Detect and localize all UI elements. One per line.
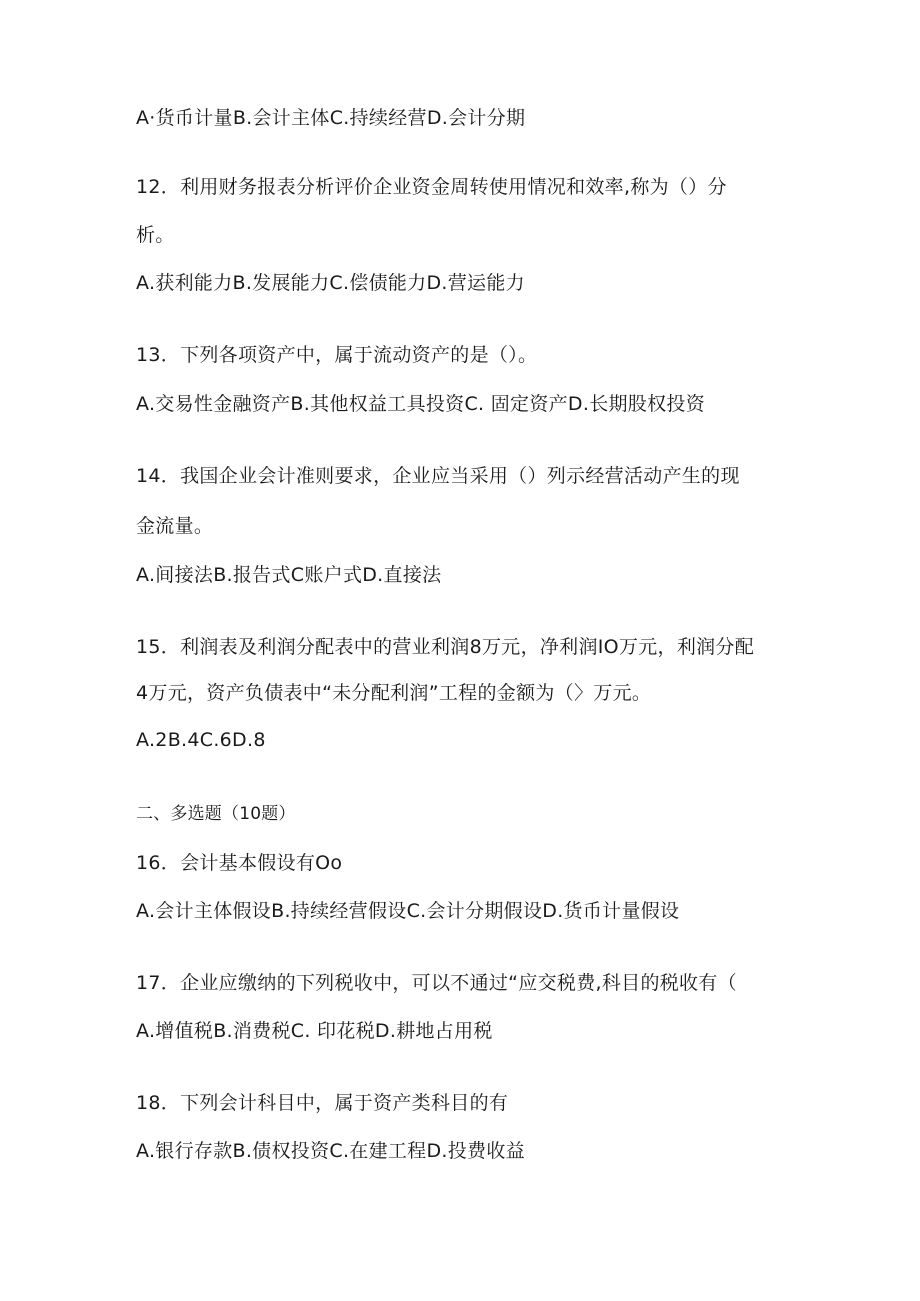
q17-options: A.增值税B.消费税C. 印花税D.耕地占用税	[136, 1020, 493, 1042]
q17-stem: 17．企业应缴纳的下列税收中，可以不通过“应交税费,科目的税收有（	[136, 972, 737, 994]
q13-options: A.交易性金融资产B.其他权益工具投资C. 固定资产D.长期股权投资	[136, 393, 705, 415]
q11-options: A·货币计量B.会计主体C.持续经营D.会计分期	[136, 107, 526, 129]
q14-options: A.间接法B.报告式C账户式D.直接法	[136, 564, 442, 586]
q16-stem: 16．会计基本假设有Oo	[136, 852, 343, 874]
q15-stem: 15．利润表及利润分配表中的营业利润8万元，净利润IO万元，利润分配	[136, 636, 755, 658]
q12-stem-cont: 析。	[136, 224, 175, 246]
q13-stem: 13．下列各项资产中，属于流动资产的是（）。	[136, 344, 538, 366]
q12-options: A.获利能力B.发展能力C.偿债能力D.营运能力	[136, 272, 525, 294]
q12-stem: 12．利用财务报表分析评价企业资金周转使用情况和效率,称为（）分	[136, 176, 727, 198]
q18-options: A.银行存款B.债权投资C.在建工程D.投费收益	[136, 1140, 525, 1162]
q15-options: A.2B.4C.6D.8	[136, 729, 266, 751]
section-heading: 二、多选题（10题）	[136, 804, 296, 824]
q14-stem: 14．我国企业会计准则要求，企业应当采用（）列示经营活动产生的现	[136, 465, 740, 487]
q18-stem: 18．下列会计科目中，属于资产类科目的有	[136, 1092, 509, 1114]
q14-stem-cont: 金流量。	[136, 515, 214, 537]
q15-stem-cont: 4万元，资产负债表中“未分配利润”工程的金额为（〉万元。	[136, 682, 652, 704]
q16-options: A.会计主体假设B.持续经营假设C.会计分期假设D.货币计量假设	[136, 900, 680, 922]
